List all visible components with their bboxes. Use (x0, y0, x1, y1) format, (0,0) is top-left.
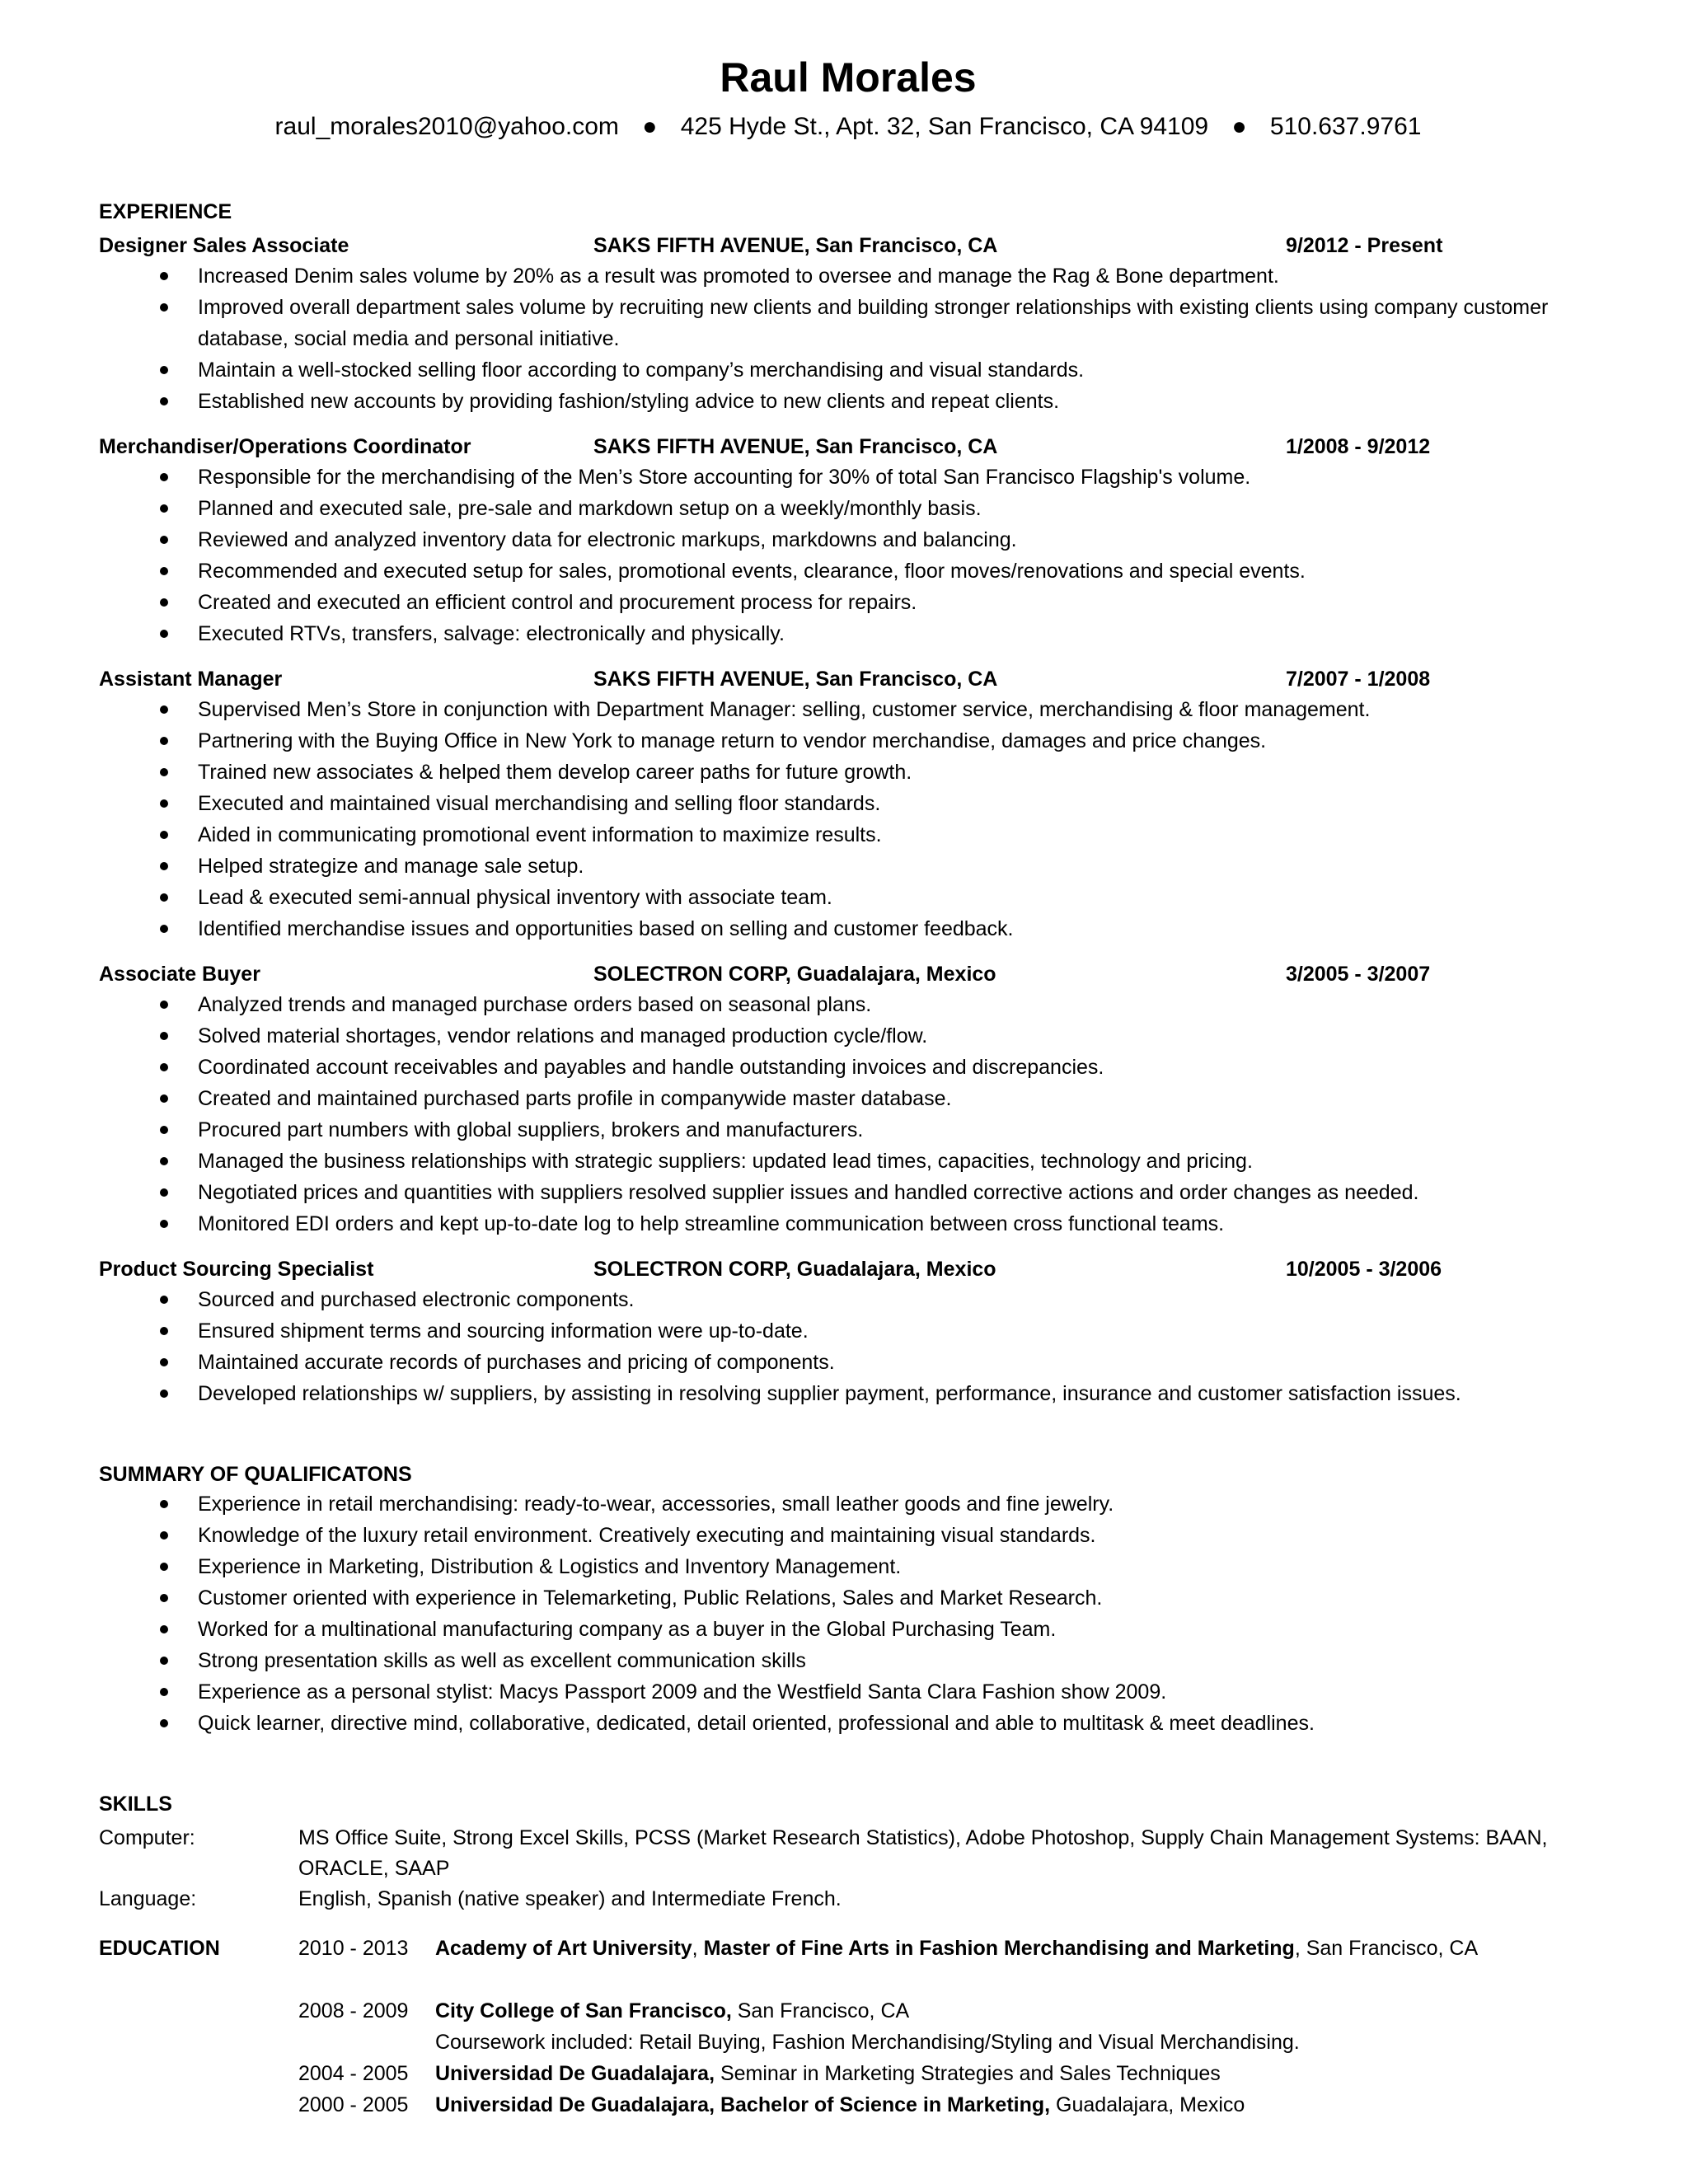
summary-item: Experience as a personal stylist: Macys Passport 2009 and the Westfield Santa Clara Fashion show 2009. (99, 1676, 1597, 1708)
bullet-item: Developed relationships w/ suppliers, by assisting in resolving supplier payment, performance, insurance and customer satisfaction issues. (99, 1378, 1597, 1409)
education-years: 2004 - 2005 (298, 2062, 409, 2085)
education-school: City College of San Francisco, (435, 1999, 732, 2022)
education-years: 2010 - 2013 (298, 1937, 409, 1960)
skill-label: Language: (99, 1887, 197, 1910)
education-degree: Master of Fine Arts in Fashion Merchandising and Marketing (703, 1937, 1295, 1960)
summary-item: Quick learner, directive mind, collaborative, dedicated, detail oriented, professional and able to multitask & meet deadlines. (99, 1708, 1597, 1739)
job-entry (99, 1254, 1597, 1409)
job-bullets (99, 1284, 1597, 1409)
job-company: SOLECTRON CORP, Guadalajara, Mexico (593, 963, 996, 986)
education-note: Coursework included: Retail Buying, Fashion Merchandising/Styling and Visual Merchandising. (435, 2031, 1300, 2054)
skill-row-computer (99, 1823, 1597, 1884)
bullet-item: Partnering with the Buying Office in New York to manage return to vendor merchandise, damages and price changes. (99, 725, 1597, 757)
summary-list (99, 1488, 1597, 1739)
bullet-item: Planned and executed sale, pre-sale and markdown setup on a weekly/monthly basis. (99, 493, 1597, 524)
job-header (99, 432, 1597, 462)
job-title: Merchandiser/Operations Coordinator (99, 435, 471, 458)
job-header (99, 1254, 1597, 1284)
job-company: SAKS FIFTH AVENUE, San Francisco, CA (593, 234, 998, 257)
job-entry (99, 959, 1597, 1240)
job-bullets (99, 694, 1597, 944)
bullet-item: Solved material shortages, vendor relations and managed production cycle/flow. (99, 1020, 1597, 1052)
education-years: 2008 - 2009 (298, 1999, 409, 2022)
bullet-item: Reviewed and analyzed inventory data for electronic markups, markdowns and balancing. (99, 524, 1597, 555)
summary-item: Customer oriented with experience in Telemarketing, Public Relations, Sales and Market Research. (99, 1582, 1597, 1614)
summary-item: Strong presentation skills as well as excellent communication skills (99, 1645, 1597, 1676)
education-location: San Francisco, CA (731, 1999, 910, 2022)
bullet-item: Executed and maintained visual merchandising and selling floor standards. (99, 788, 1597, 819)
bullet-item: Negotiated prices and quantities with suppliers resolved supplier issues and handled corrective actions and order changes as needed. (99, 1177, 1597, 1208)
job-header (99, 959, 1597, 989)
summary-item: Knowledge of the luxury retail environment. Creatively executing and maintaining visual standards. (99, 1520, 1597, 1551)
job-header (99, 231, 1597, 260)
phone-number[interactable]: 510.637.9761 (1269, 113, 1422, 140)
bullet-item: Sourced and purchased electronic components. (99, 1284, 1597, 1315)
education-list (99, 1933, 1597, 2121)
bullet-item: Executed RTVs, transfers, salvage: electronically and physically. (99, 618, 1597, 649)
education-location: Seminar in Marketing Strategies and Sales Techniques (715, 2062, 1221, 2085)
bullet-item: Analyzed trends and managed purchase orders based on seasonal plans. (99, 989, 1597, 1020)
education-heading: EDUCATION (99, 1937, 220, 1960)
skill-row-language (99, 1884, 1597, 1915)
bullet-item: Established new accounts by providing fashion/styling advice to new clients and repeat clients. (99, 386, 1597, 417)
bullet-item: Improved overall department sales volume by recruiting new clients and building stronger relationships with existing clients using company customer database, social media and personal initiative. (99, 292, 1597, 354)
skills-heading: SKILLS (99, 1793, 172, 1816)
bullet-item: Supervised Men’s Store in conjunction with Department Manager: selling, customer service, merchandising & floor management. (99, 694, 1597, 725)
contact-line (99, 109, 1597, 145)
job-dates: 1/2008 - 9/2012 (1286, 435, 1431, 458)
job-title: Assistant Manager (99, 668, 283, 691)
separator-dot: ● (642, 113, 658, 140)
street-address: 425 Hyde St., Apt. 32, San Francisco, CA 94109 (680, 113, 1209, 140)
bullet-item: Aided in communicating promotional event information to maximize results. (99, 819, 1597, 851)
bullet-item: Increased Denim sales volume by 20% as a result was promoted to oversee and manage the Rag & Bone department. (99, 260, 1597, 292)
job-dates: 3/2005 - 3/2007 (1286, 963, 1431, 986)
summary-item: Experience in Marketing, Distribution & Logistics and Inventory Management. (99, 1551, 1597, 1582)
job-entry (99, 231, 1597, 417)
bullet-item: Helped strategize and manage sale setup. (99, 851, 1597, 882)
job-entry (99, 664, 1597, 944)
bullet-item: Identified merchandise issues and opportunities based on selling and customer feedback. (99, 913, 1597, 944)
skill-value: English, Spanish (native speaker) and Intermediate French. (298, 1887, 842, 1910)
separator-dot: ● (1231, 113, 1247, 140)
job-bullets (99, 462, 1597, 649)
job-title: Designer Sales Associate (99, 234, 349, 257)
bullet-item: Responsible for the merchandising of the Men’s Store accounting for 30% of total San Francisco Flagship's volume. (99, 462, 1597, 493)
bullet-item: Managed the business relationships with strategic suppliers: updated lead times, capacities, technology and pricing. (99, 1146, 1597, 1177)
education-location: Guadalajara, Mexico (1050, 2093, 1245, 2116)
skills-list (99, 1823, 1597, 1915)
bullet-item: Procured part numbers with global suppliers, brokers and manufacturers. (99, 1114, 1597, 1146)
job-company: SOLECTRON CORP, Guadalajara, Mexico (593, 1258, 996, 1281)
bullet-item: Created and maintained purchased parts profile in companywide master database. (99, 1083, 1597, 1114)
bullet-item: Maintain a well-stocked selling floor according to company’s merchandising and visual standards. (99, 354, 1597, 386)
bullet-item: Lead & executed semi-annual physical inventory with associate team. (99, 882, 1597, 913)
candidate-name: Raul Morales (720, 54, 977, 101)
bullet-item: Maintained accurate records of purchases and pricing of components. (99, 1347, 1597, 1378)
summary-item: Worked for a multinational manufacturing company as a buyer in the Global Purchasing Team. (99, 1614, 1597, 1645)
job-bullets (99, 260, 1597, 417)
skill-label: Computer: (99, 1826, 195, 1849)
job-dates: 9/2012 - Present (1286, 234, 1443, 257)
summary-heading: SUMMARY OF QUALIFICATONS (99, 1463, 412, 1486)
bullet-item: Trained new associates & helped them develop career paths for future growth. (99, 757, 1597, 788)
email-address[interactable]: raul_morales2010@yahoo.com (274, 113, 619, 140)
education-school: Academy of Art University (435, 1937, 692, 1960)
job-dates: 10/2005 - 3/2006 (1286, 1258, 1442, 1281)
job-company: SAKS FIFTH AVENUE, San Francisco, CA (593, 668, 998, 691)
education-entry (298, 2089, 1597, 2121)
job-title: Product Sourcing Specialist (99, 1258, 374, 1281)
education-section (99, 1933, 1597, 2121)
job-header (99, 664, 1597, 694)
job-bullets (99, 989, 1597, 1240)
bullet-item: Monitored EDI orders and kept up-to-date log to help streamline communication between cross functional teams. (99, 1208, 1597, 1240)
education-entry (298, 1995, 1597, 2058)
education-years: 2000 - 2005 (298, 2093, 409, 2116)
education-school: Universidad De Guadalajara, Bachelor of Science in Marketing, (435, 2093, 1051, 2116)
skill-value: MS Office Suite, Strong Excel Skills, PCSS (Market Research Statistics), Adobe Photoshop, Supply Chain Management Systems: BAAN, ORACLE, SAAP (298, 1826, 1548, 1880)
summary-item: Experience in retail merchandising: ready-to-wear, accessories, small leather goods and fine jewelry. (99, 1488, 1597, 1520)
bullet-item: Coordinated account receivables and payables and handle outstanding invoices and discrepancies. (99, 1052, 1597, 1083)
job-entry (99, 432, 1597, 649)
education-school: Universidad De Guadalajara, (435, 2062, 715, 2085)
bullet-item: Recommended and executed setup for sales, promotional events, clearance, floor moves/renovations and special events. (99, 555, 1597, 587)
education-separator: , (692, 1937, 704, 1960)
job-dates: 7/2007 - 1/2008 (1286, 668, 1431, 691)
bullet-item: Ensured shipment terms and sourcing information were up-to-date. (99, 1315, 1597, 1347)
job-title: Associate Buyer (99, 963, 260, 986)
education-entry (298, 2058, 1597, 2089)
education-entry (298, 1933, 1597, 1964)
education-location: , San Francisco, CA (1294, 1937, 1479, 1960)
bullet-item: Created and executed an efficient control and procurement process for repairs. (99, 587, 1597, 618)
experience-heading: EXPERIENCE (99, 200, 232, 223)
job-company: SAKS FIFTH AVENUE, San Francisco, CA (593, 435, 998, 458)
